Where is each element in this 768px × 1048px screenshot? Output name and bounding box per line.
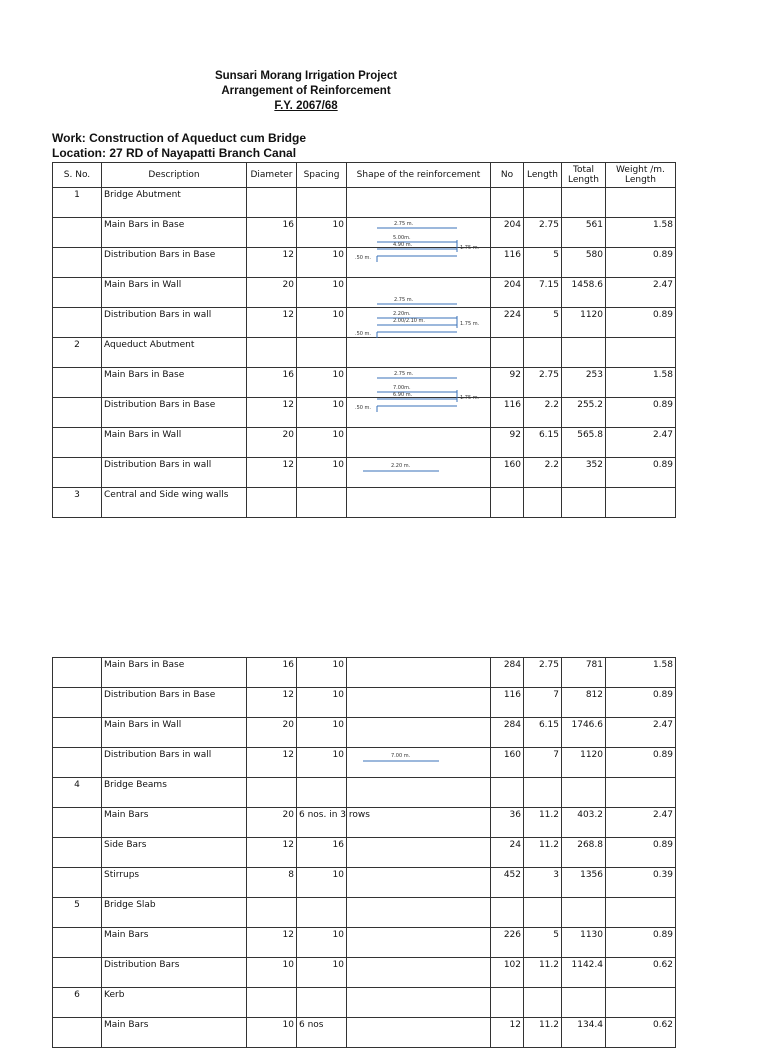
cell-length: 11.2 bbox=[524, 958, 562, 988]
cell-shape bbox=[347, 688, 491, 718]
cell-sno: 2 bbox=[53, 338, 102, 368]
cell-diameter: 12 bbox=[247, 748, 297, 778]
cell-description: Main Bars bbox=[102, 928, 247, 958]
cell-sno bbox=[53, 868, 102, 898]
cell-sno bbox=[53, 248, 102, 278]
cell-length: 2.75 bbox=[524, 218, 562, 248]
hook-length-label: 1.75 m. bbox=[460, 395, 480, 401]
cell-weight: 2.47 bbox=[606, 428, 676, 458]
table-row bbox=[53, 428, 676, 458]
cell-spacing: 10 bbox=[297, 278, 347, 308]
cell-total-length bbox=[562, 188, 606, 218]
cell-diameter bbox=[247, 988, 297, 1018]
table-row bbox=[53, 808, 676, 838]
cell-no: 12 bbox=[491, 1018, 524, 1048]
cell-weight: 0.89 bbox=[606, 838, 676, 868]
cell-weight bbox=[606, 778, 676, 808]
cell-weight bbox=[606, 488, 676, 518]
cell-shape bbox=[347, 1018, 491, 1048]
cell-length: 7 bbox=[524, 748, 562, 778]
cell-diameter: 12 bbox=[247, 458, 297, 488]
cell-spacing: 10 bbox=[297, 958, 347, 988]
cell-shape bbox=[347, 868, 491, 898]
cell-no: 92 bbox=[491, 368, 524, 398]
fiscal-year: F.Y. 2067/68 bbox=[274, 100, 338, 112]
cell-no: 116 bbox=[491, 398, 524, 428]
cell-no: 116 bbox=[491, 248, 524, 278]
cell-total-length: 1130 bbox=[562, 928, 606, 958]
bar-length-label: 5.00m. bbox=[393, 235, 411, 241]
cell-diameter bbox=[247, 488, 297, 518]
hook-length-label: .50 m. bbox=[355, 405, 372, 411]
cell-diameter: 10 bbox=[247, 958, 297, 988]
bar-length-label: 2.00/2.10 m. bbox=[393, 318, 425, 324]
cell-description: Main Bars in Wall bbox=[102, 718, 247, 748]
cell-sno bbox=[53, 458, 102, 488]
cell-spacing: 10 bbox=[297, 308, 347, 338]
cell-weight: 2.47 bbox=[606, 718, 676, 748]
table-row bbox=[53, 278, 676, 308]
cell-spacing: 10 bbox=[297, 218, 347, 248]
table-row bbox=[53, 838, 676, 868]
cell-sno bbox=[53, 278, 102, 308]
cell-spacing: 10 bbox=[297, 688, 347, 718]
cell-no bbox=[491, 898, 524, 928]
reinforcement-table-2 bbox=[52, 657, 676, 1048]
table-header-row bbox=[53, 163, 676, 188]
cell-length: 11.2 bbox=[524, 808, 562, 838]
cell-description: Main Bars in Base bbox=[102, 368, 247, 398]
main-bar-length-label: 2.75 m. bbox=[394, 371, 414, 377]
cell-spacing: 10 bbox=[297, 398, 347, 428]
cell-shape bbox=[347, 988, 491, 1018]
cell-shape bbox=[347, 297, 491, 338]
cell-weight: 0.62 bbox=[606, 958, 676, 988]
table-row bbox=[53, 488, 676, 518]
cell-diameter: 8 bbox=[247, 868, 297, 898]
cell-sno bbox=[53, 748, 102, 778]
table-row bbox=[53, 718, 676, 748]
cell-no: 102 bbox=[491, 958, 524, 988]
cell-diameter: 10 bbox=[247, 1018, 297, 1048]
cell-sno bbox=[53, 718, 102, 748]
cell-description: Bridge Abutment bbox=[102, 188, 247, 218]
cell-shape bbox=[347, 218, 491, 261]
col-header-sno: S. No. bbox=[53, 163, 102, 188]
table-row bbox=[53, 688, 676, 718]
cell-total-length: 1120 bbox=[562, 308, 606, 338]
cell-sno: 1 bbox=[53, 188, 102, 218]
cell-shape bbox=[347, 658, 491, 688]
cell-total-length bbox=[562, 488, 606, 518]
cell-length: 5 bbox=[524, 248, 562, 278]
cell-length: 5 bbox=[524, 928, 562, 958]
cell-length: 6.15 bbox=[524, 428, 562, 458]
cell-no: 224 bbox=[491, 308, 524, 338]
cell-shape bbox=[347, 808, 491, 838]
cell-length: 11.2 bbox=[524, 838, 562, 868]
cell-weight: 2.47 bbox=[606, 808, 676, 838]
cell-total-length: 1142.4 bbox=[562, 958, 606, 988]
cell-description: Main Bars in Base bbox=[102, 658, 247, 688]
cell-description: Central and Side wing walls bbox=[102, 488, 247, 518]
cell-weight: 1.58 bbox=[606, 368, 676, 398]
col-header-no: No bbox=[491, 163, 524, 188]
cell-length: 2.75 bbox=[524, 368, 562, 398]
cell-weight: 2.47 bbox=[606, 278, 676, 308]
cell-diameter bbox=[247, 778, 297, 808]
cell-sno bbox=[53, 658, 102, 688]
cell-length: 7.15 bbox=[524, 278, 562, 308]
cell-length: 5 bbox=[524, 308, 562, 338]
cell-total-length: 1356 bbox=[562, 868, 606, 898]
cell-shape bbox=[347, 488, 491, 518]
cell-no bbox=[491, 188, 524, 218]
cell-spacing bbox=[297, 988, 347, 1018]
cell-weight bbox=[606, 898, 676, 928]
cell-total-length: 268.8 bbox=[562, 838, 606, 868]
cell-weight bbox=[606, 338, 676, 368]
main-bar-length-label: 2.20 m. bbox=[391, 463, 411, 469]
table-row bbox=[53, 958, 676, 988]
cell-no: 284 bbox=[491, 718, 524, 748]
table-row bbox=[53, 308, 676, 338]
cell-sno bbox=[53, 1018, 102, 1048]
cell-total-length: 253 bbox=[562, 368, 606, 398]
cell-no: 204 bbox=[491, 218, 524, 248]
cell-spacing: 10 bbox=[297, 868, 347, 898]
cell-weight: 0.89 bbox=[606, 748, 676, 778]
cell-spacing: 10 bbox=[297, 428, 347, 458]
cell-sno bbox=[53, 428, 102, 458]
cell-no bbox=[491, 338, 524, 368]
cell-weight: 0.89 bbox=[606, 248, 676, 278]
cell-description: Distribution Bars in Base bbox=[102, 688, 247, 718]
cell-weight: 1.58 bbox=[606, 658, 676, 688]
cell-diameter: 12 bbox=[247, 248, 297, 278]
cell-spacing: 10 bbox=[297, 368, 347, 398]
cell-sno bbox=[53, 398, 102, 428]
cell-total-length: 561 bbox=[562, 218, 606, 248]
cell-shape bbox=[347, 898, 491, 928]
table-row bbox=[53, 658, 676, 688]
cell-no: 160 bbox=[491, 748, 524, 778]
cell-sno bbox=[53, 218, 102, 248]
cell-length: 2.2 bbox=[524, 398, 562, 428]
hook-length-label: 1.75 m. bbox=[460, 245, 480, 251]
cell-shape bbox=[347, 958, 491, 988]
table-row bbox=[53, 188, 676, 218]
cell-total-length bbox=[562, 338, 606, 368]
cell-diameter: 16 bbox=[247, 368, 297, 398]
cell-diameter: 16 bbox=[247, 218, 297, 248]
cell-length bbox=[524, 988, 562, 1018]
cell-shape bbox=[347, 718, 491, 748]
cell-length: 7 bbox=[524, 688, 562, 718]
table-row bbox=[53, 398, 676, 428]
main-bar-length-label: 7.00 m. bbox=[391, 753, 411, 759]
hook-length-label: 1.75 m. bbox=[460, 321, 480, 327]
col-header-shape: Shape of the reinforcement bbox=[347, 163, 491, 188]
cell-sno: 3 bbox=[53, 488, 102, 518]
cell-total-length: 580 bbox=[562, 248, 606, 278]
cell-description: Main Bars in Wall bbox=[102, 278, 247, 308]
project-title: Sunsari Morang Irrigation Project bbox=[214, 70, 398, 82]
hook-length-label: .50 m. bbox=[355, 255, 372, 261]
cell-length: 2.75 bbox=[524, 658, 562, 688]
cell-sno bbox=[53, 368, 102, 398]
cell-spacing: 10 bbox=[297, 718, 347, 748]
cell-total-length: 1120 bbox=[562, 748, 606, 778]
reinforcement-shape-sketch bbox=[347, 368, 490, 411]
cell-spacing: 10 bbox=[297, 928, 347, 958]
cell-weight bbox=[606, 188, 676, 218]
cell-shape bbox=[347, 398, 491, 428]
cell-description: Distribution Bars in Base bbox=[102, 398, 247, 428]
cell-weight: 0.62 bbox=[606, 1018, 676, 1048]
cell-spacing: 10 bbox=[297, 458, 347, 488]
cell-shape bbox=[347, 778, 491, 808]
cell-no: 116 bbox=[491, 688, 524, 718]
cell-diameter: 12 bbox=[247, 838, 297, 868]
cell-sno bbox=[53, 808, 102, 838]
table-row bbox=[53, 898, 676, 928]
cell-description: Distribution Bars in Base bbox=[102, 248, 247, 278]
cell-diameter: 20 bbox=[247, 428, 297, 458]
cell-sno bbox=[53, 688, 102, 718]
cell-description: Main Bars in Wall bbox=[102, 428, 247, 458]
cell-shape bbox=[347, 428, 491, 458]
table-row bbox=[53, 928, 676, 958]
cell-description: Main Bars bbox=[102, 1018, 247, 1048]
reinforcement-shape-sketch bbox=[347, 218, 490, 261]
cell-spacing bbox=[297, 188, 347, 218]
cell-total-length bbox=[562, 898, 606, 928]
reinforcement-shape-sketch bbox=[347, 458, 490, 487]
main-bar-length-label: 2.75 m. bbox=[394, 221, 414, 227]
col-header-length: Length bbox=[524, 163, 562, 188]
cell-weight: 0.89 bbox=[606, 398, 676, 428]
cell-description: Bridge Beams bbox=[102, 778, 247, 808]
cell-no: 204 bbox=[491, 278, 524, 308]
cell-shape bbox=[347, 928, 491, 958]
cell-sno bbox=[53, 958, 102, 988]
cell-length bbox=[524, 778, 562, 808]
cell-sno bbox=[53, 838, 102, 868]
cell-spacing: 10 bbox=[297, 748, 347, 778]
cell-diameter: 12 bbox=[247, 688, 297, 718]
col-header-spacing: Spacing bbox=[297, 163, 347, 188]
cell-spacing bbox=[297, 778, 347, 808]
table-row bbox=[53, 1018, 676, 1048]
cell-total-length: 812 bbox=[562, 688, 606, 718]
cell-length: 2.2 bbox=[524, 458, 562, 488]
cell-no: 36 bbox=[491, 808, 524, 838]
bar-length-label: 7.00m. bbox=[393, 385, 411, 391]
cell-sno bbox=[53, 308, 102, 338]
bar-length-label: 6.90 m. bbox=[393, 392, 413, 398]
cell-shape bbox=[347, 748, 491, 778]
table-row bbox=[53, 868, 676, 898]
cell-spacing: 10 bbox=[297, 658, 347, 688]
cell-description: Stirrups bbox=[102, 868, 247, 898]
work-title: Work: Construction of Aqueduct cum Bridge bbox=[52, 131, 306, 145]
cell-sno: 6 bbox=[53, 988, 102, 1018]
cell-description: Main Bars bbox=[102, 808, 247, 838]
cell-description: Distribution Bars bbox=[102, 958, 247, 988]
cell-diameter: 12 bbox=[247, 308, 297, 338]
cell-description: Side Bars bbox=[102, 838, 247, 868]
col-header-diameter: Diameter bbox=[247, 163, 297, 188]
table-row bbox=[53, 368, 676, 398]
cell-spacing: 6 nos bbox=[297, 1018, 347, 1048]
cell-diameter: 16 bbox=[247, 658, 297, 688]
cell-description: Aqueduct Abutment bbox=[102, 338, 247, 368]
cell-total-length: 781 bbox=[562, 658, 606, 688]
cell-weight: 1.58 bbox=[606, 218, 676, 248]
cell-shape bbox=[347, 248, 491, 278]
table-row bbox=[53, 248, 676, 278]
cell-length: 6.15 bbox=[524, 718, 562, 748]
cell-diameter: 20 bbox=[247, 278, 297, 308]
cell-description: Distribution Bars in wall bbox=[102, 458, 247, 488]
cell-weight: 0.89 bbox=[606, 928, 676, 958]
cell-total-length: 1458.6 bbox=[562, 278, 606, 308]
cell-total-length: 1746.6 bbox=[562, 718, 606, 748]
cell-shape bbox=[347, 188, 491, 218]
cell-sno: 5 bbox=[53, 898, 102, 928]
table-row bbox=[53, 748, 676, 778]
reinforcement-table-1 bbox=[52, 162, 676, 518]
cell-total-length: 403.2 bbox=[562, 808, 606, 838]
cell-no: 160 bbox=[491, 458, 524, 488]
table-row bbox=[53, 218, 676, 248]
cell-length bbox=[524, 338, 562, 368]
cell-shape bbox=[347, 838, 491, 868]
hook-length-label: .50 m. bbox=[355, 331, 372, 337]
cell-total-length: 565.8 bbox=[562, 428, 606, 458]
cell-length: 11.2 bbox=[524, 1018, 562, 1048]
col-header-description: Description bbox=[102, 163, 247, 188]
cell-weight bbox=[606, 988, 676, 1018]
cell-spacing: 16 bbox=[297, 838, 347, 868]
cell-diameter: 20 bbox=[247, 808, 297, 838]
cell-diameter: 12 bbox=[247, 398, 297, 428]
cell-no: 452 bbox=[491, 868, 524, 898]
cell-description: Main Bars in Base bbox=[102, 218, 247, 248]
cell-weight: 0.89 bbox=[606, 458, 676, 488]
cell-spacing: 6 nos. in 3 rows bbox=[297, 808, 347, 838]
cell-diameter: 12 bbox=[247, 928, 297, 958]
reinforcement-shape-sketch bbox=[347, 748, 490, 777]
document-subtitle: Arrangement of Reinforcement bbox=[221, 85, 391, 97]
table-row bbox=[53, 988, 676, 1018]
cell-shape bbox=[347, 278, 491, 308]
cell-description: Distribution Bars in wall bbox=[102, 748, 247, 778]
cell-total-length: 134.4 bbox=[562, 1018, 606, 1048]
bar-length-label: 4.90 m. bbox=[393, 242, 413, 248]
cell-length bbox=[524, 488, 562, 518]
cell-description: Kerb bbox=[102, 988, 247, 1018]
cell-no bbox=[491, 988, 524, 1018]
cell-weight: 0.89 bbox=[606, 308, 676, 338]
cell-total-length bbox=[562, 988, 606, 1018]
cell-length bbox=[524, 188, 562, 218]
table-row bbox=[53, 338, 676, 368]
location-title: Location: 27 RD of Nayapatti Branch Canal bbox=[52, 146, 297, 160]
cell-spacing bbox=[297, 488, 347, 518]
cell-no: 24 bbox=[491, 838, 524, 868]
cell-no bbox=[491, 778, 524, 808]
cell-total-length bbox=[562, 778, 606, 808]
cell-spacing bbox=[297, 338, 347, 368]
cell-diameter bbox=[247, 188, 297, 218]
cell-weight: 0.39 bbox=[606, 868, 676, 898]
cell-diameter: 20 bbox=[247, 718, 297, 748]
cell-diameter bbox=[247, 338, 297, 368]
bar-length-label: 2.20m. bbox=[393, 311, 411, 317]
cell-sno bbox=[53, 928, 102, 958]
cell-spacing: 10 bbox=[297, 248, 347, 278]
cell-no: 226 bbox=[491, 928, 524, 958]
cell-length bbox=[524, 898, 562, 928]
main-bar-length-label: 2.75 m. bbox=[394, 297, 414, 303]
cell-shape bbox=[347, 338, 491, 368]
cell-length: 3 bbox=[524, 868, 562, 898]
table-row bbox=[53, 458, 676, 488]
cell-no: 92 bbox=[491, 428, 524, 458]
cell-no bbox=[491, 488, 524, 518]
col-header-weight: Weight /m. Length bbox=[606, 163, 676, 188]
table-row bbox=[53, 778, 676, 808]
cell-no: 284 bbox=[491, 658, 524, 688]
cell-total-length: 352 bbox=[562, 458, 606, 488]
cell-sno: 4 bbox=[53, 778, 102, 808]
cell-shape bbox=[347, 368, 491, 411]
cell-description: Distribution Bars in wall bbox=[102, 308, 247, 338]
cell-diameter bbox=[247, 898, 297, 928]
cell-description: Bridge Slab bbox=[102, 898, 247, 928]
cell-shape bbox=[347, 458, 491, 488]
cell-weight: 0.89 bbox=[606, 688, 676, 718]
cell-spacing bbox=[297, 898, 347, 928]
cell-total-length: 255.2 bbox=[562, 398, 606, 428]
col-header-total-length: Total Length bbox=[562, 163, 606, 188]
